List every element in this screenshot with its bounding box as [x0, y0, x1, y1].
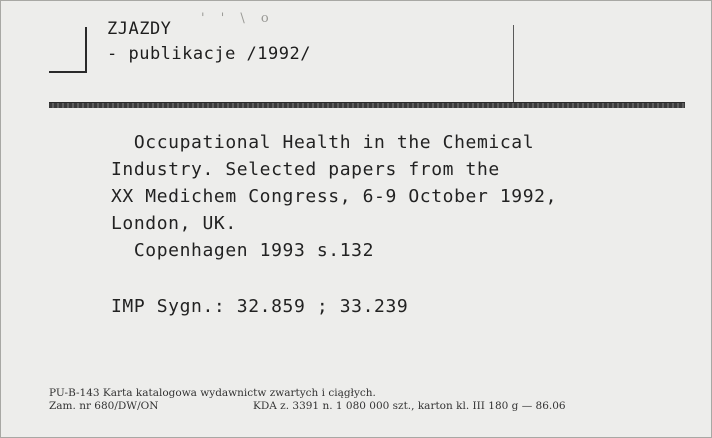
corner-bracket-vertical — [85, 27, 87, 71]
card-footer — [49, 387, 566, 413]
corner-bracket-horizontal — [49, 71, 87, 73]
bibliographic-entry — [111, 129, 557, 264]
ink-smudge: ' ' \ o — [201, 11, 275, 26]
subject-heading-line1: ZJAZDY — [107, 19, 172, 39]
entry-line: XX Medichem Congress, 6-9 October 1992, — [111, 186, 558, 207]
subject-heading-line2: - publikacje /1992/ — [107, 44, 311, 64]
header-separator — [49, 102, 685, 108]
shelf-signature: IMP Sygn.: 32.859 ; 33.239 — [111, 296, 409, 317]
footer-order-number: Zam. nr 680/DW/ON — [49, 400, 159, 412]
header-right-rule — [513, 25, 514, 103]
footer-print-info: KDA z. 3391 n. 1 080 000 szt., karton kl. III 180 g — 86.06 — [253, 400, 566, 412]
entry-line: London, UK. — [111, 213, 237, 234]
footer-line1: PU-B-143 Karta katalogowa wydawnictw zwartych i ciągłych. — [49, 387, 376, 399]
entry-line: Occupational Health in the Chemical — [111, 132, 535, 153]
entry-line: Industry. Selected papers from the — [111, 159, 500, 180]
entry-line: Copenhagen 1993 s.132 — [111, 240, 375, 261]
subject-heading — [107, 17, 311, 67]
